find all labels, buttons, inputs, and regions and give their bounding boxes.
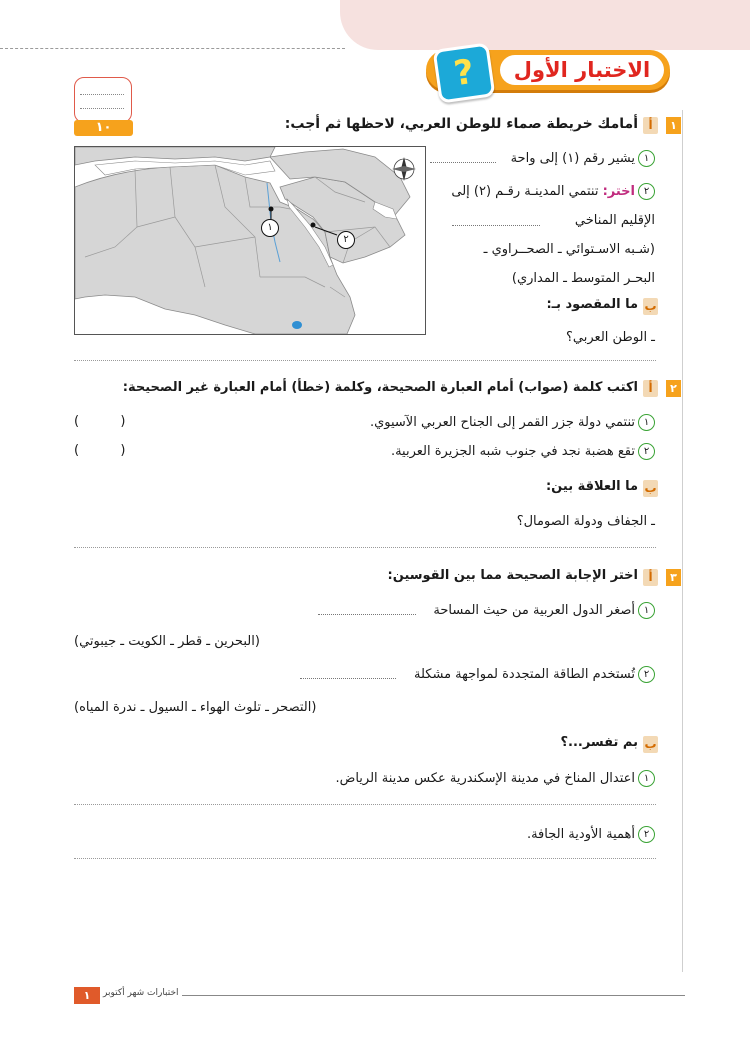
q2-part-b-item: ـ الجفاف ودولة الصومال؟ xyxy=(516,514,655,529)
q3-b-item-1-number: ١ xyxy=(638,770,655,787)
q3-item-1-options: (البحرين ـ قطر ـ الكويت ـ جيبوتي) xyxy=(74,634,260,649)
margin-line xyxy=(682,110,683,972)
q3-item-1-text: أصغر الدول العربية من حيث المساحة xyxy=(433,603,635,618)
q3-part-a-text: اختر الإجابة الصحيحة مما بين القوسين: xyxy=(387,568,638,583)
q1-item-1-text: يشير رقم (١) إلى واحة xyxy=(510,151,635,166)
q3-part-b-text: بم تفسر...؟ xyxy=(560,735,638,750)
compass-rose-icon xyxy=(393,157,415,179)
q2-item-1-number: ١ xyxy=(638,414,655,431)
map-marker-1: ١ xyxy=(261,219,279,237)
q3-part-a-label: أ xyxy=(643,569,658,586)
question-icon: ? xyxy=(433,42,496,103)
q1-part-b-label: ب xyxy=(644,299,657,313)
q3-item-2-options: (التصحر ـ تلوث الهواء ـ السيول ـ ندرة المياه) xyxy=(74,700,317,715)
header-divider xyxy=(0,48,345,49)
q3-item-2-number: ٢ xyxy=(638,666,655,683)
q2-item-2-answer-bracket[interactable]: ( ) xyxy=(74,443,126,458)
q1-item-1 xyxy=(435,150,655,167)
q2-item-2-text: تقع هضبة نجد في جنوب شبه الجزيرة العربية. xyxy=(390,444,635,459)
q1-item-2-choose: اختر: xyxy=(602,184,635,199)
q3-item-1-answer-line[interactable] xyxy=(318,614,416,615)
q2-part-b-text: ما العلاقة بين: xyxy=(545,479,638,494)
score-line-1 xyxy=(80,94,124,95)
q2-part-a-label: أ xyxy=(643,380,658,397)
footer-label: اختبارات شهر أكتوبر xyxy=(100,988,182,998)
q2-part-b-label: ب xyxy=(644,481,657,495)
q3-item-2 xyxy=(375,666,655,683)
q1-item-2-number: ٢ xyxy=(638,183,655,200)
q3-b-item-1 xyxy=(255,770,655,787)
arab-world-map xyxy=(74,146,426,335)
q3-b-item-2-number: ٢ xyxy=(638,826,655,843)
question-2-number: ٢ xyxy=(666,380,681,397)
separator-2 xyxy=(74,547,656,548)
q1-item-2-options-2: البحـر المتوسط ـ المداري) xyxy=(511,271,655,286)
map-marker-2: ٢ xyxy=(337,231,355,249)
q3-b-item-2-text: أهمية الأودية الجافة. xyxy=(526,827,635,842)
score-total: ١٠ xyxy=(74,120,133,136)
header-band xyxy=(340,0,750,50)
q2-item-1 xyxy=(235,414,655,431)
score-line-2 xyxy=(80,108,124,109)
q1-part-a-label: أ xyxy=(643,117,658,134)
footer-page-number: ١ xyxy=(74,987,100,1004)
q2-item-1-text: تنتمي دولة جزر القمر إلى الجناح العربي الآسيوي. xyxy=(369,415,635,430)
q2-part-a-text: اكتب كلمة (صواب) أمام العبارة الصحيحة، وكلمة (خطأ) أمام العبارة غير الصحيحة: xyxy=(122,380,638,395)
footer-line xyxy=(100,995,685,996)
q3-item-2-answer-line[interactable] xyxy=(300,678,396,679)
q1-item-2-answer-line[interactable] xyxy=(452,225,540,226)
score-box[interactable] xyxy=(74,77,132,123)
q1-part-a-text: أمامك خريطة صماء للوطن العربي، لاحظها ثم أجب: xyxy=(284,116,638,132)
q3-b-item-2 xyxy=(355,826,655,843)
q1-part-b-item: ـ الوطن العربي؟ xyxy=(566,330,655,345)
q3-b-item-2-answer-line[interactable] xyxy=(74,858,656,859)
q2-item-1-answer-bracket[interactable]: ( ) xyxy=(74,414,126,429)
q3-item-1-number: ١ xyxy=(638,602,655,619)
separator-1 xyxy=(74,360,656,361)
q3-item-2-text: تُستخدم الطاقة المتجددة لمواجهة مشكلة xyxy=(414,667,635,682)
q1-item-2-options-1: (شـبه الاسـتوائي ـ الصحــراوي ـ xyxy=(483,242,655,257)
q3-b-item-1-text: اعتدال المناخ في مدينة الإسكندرية عكس مدينة الرياض. xyxy=(335,771,635,786)
q1-item-2 xyxy=(425,183,655,200)
q3-part-b-label: ب xyxy=(644,737,657,751)
question-1-number: ١ xyxy=(666,117,681,134)
q1-item-2-text: تنتمي المدينـة رقـم (٢) إلى xyxy=(451,184,599,199)
q3-item-1 xyxy=(395,602,655,619)
q1-item-1-answer-line[interactable] xyxy=(430,162,496,163)
page-title: الاختبار الأول xyxy=(513,58,651,82)
q1-part-b-text: ما المقصود بـ: xyxy=(546,297,638,312)
q1-item-1-number: ١ xyxy=(638,150,655,167)
question-3-number: ٣ xyxy=(666,569,681,586)
q2-item-2 xyxy=(235,443,655,460)
q3-b-item-1-answer-line[interactable] xyxy=(74,804,656,805)
q2-item-2-number: ٢ xyxy=(638,443,655,460)
q1-item-2-text2: الإقليم المناخي xyxy=(574,213,655,228)
